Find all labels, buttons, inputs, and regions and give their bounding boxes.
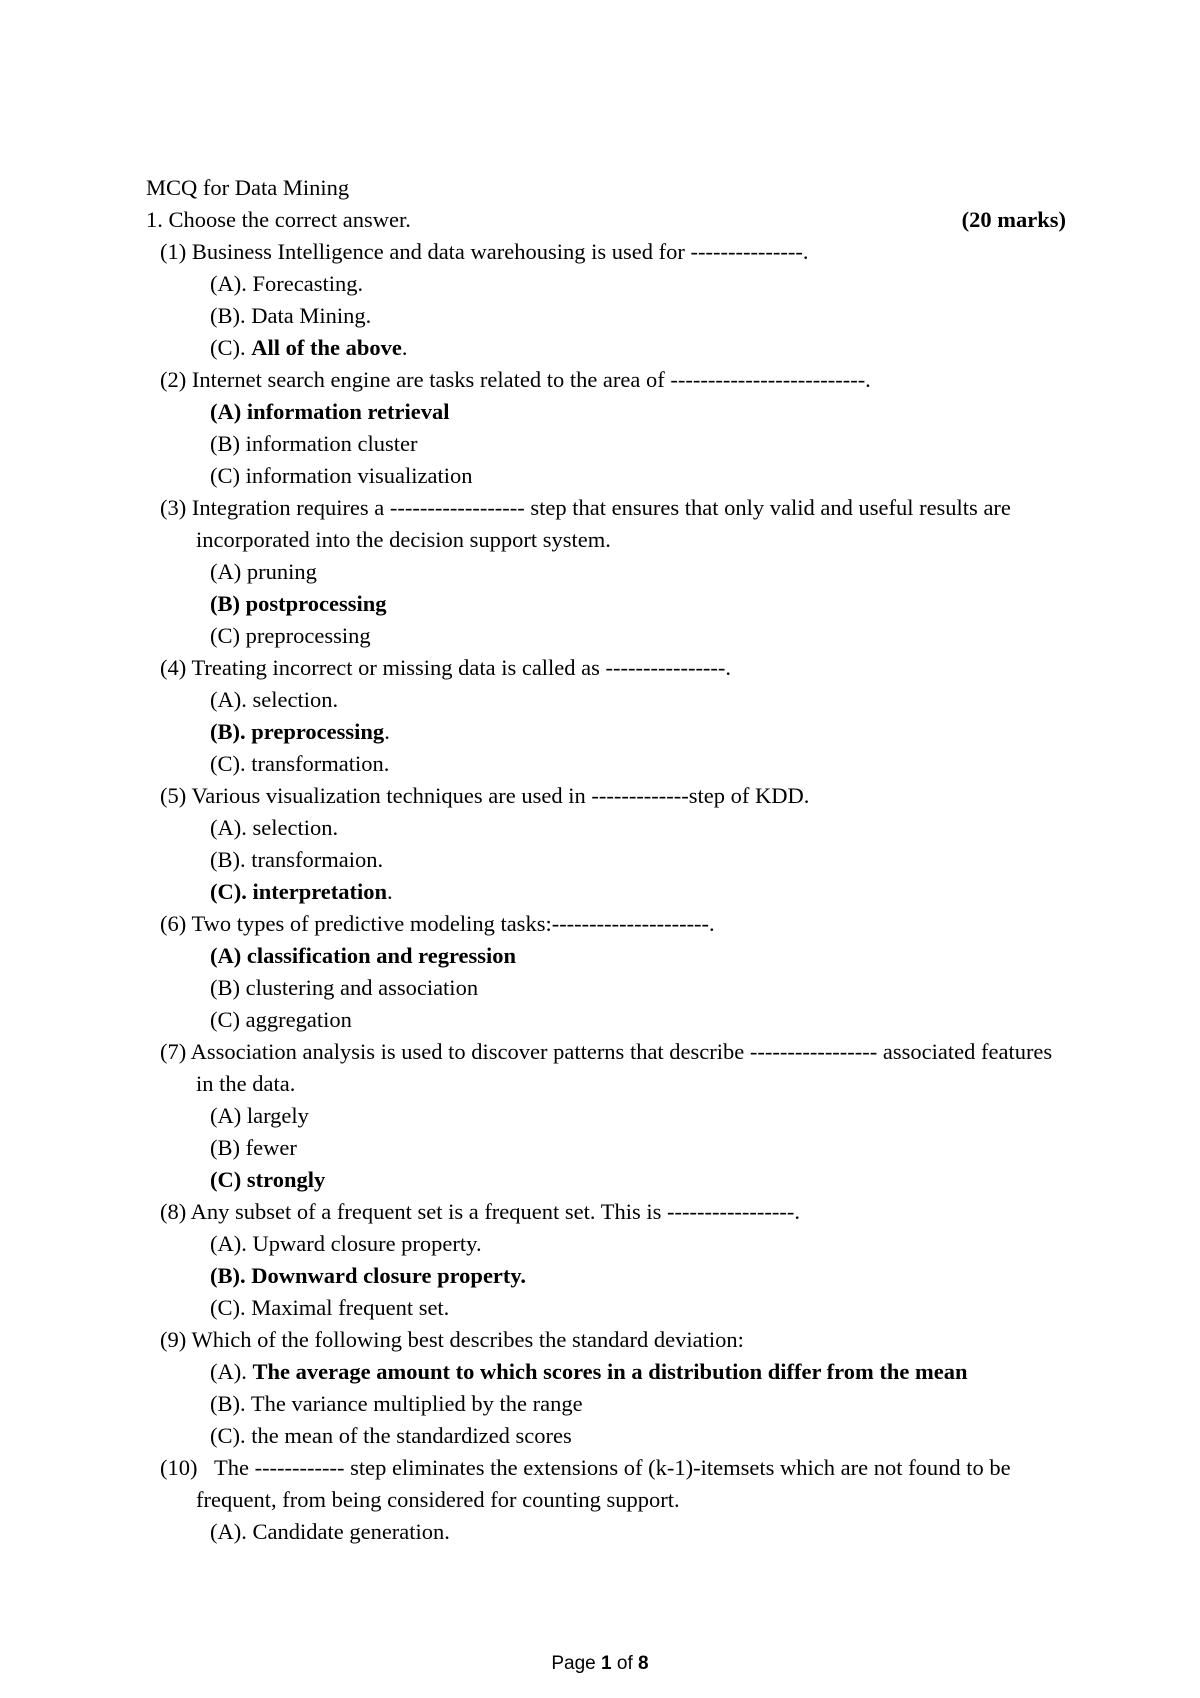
option-correct bbox=[160, 332, 1066, 364]
option-label: (A) bbox=[210, 1103, 247, 1128]
question-list bbox=[146, 236, 1066, 1548]
option-label: (B) bbox=[210, 431, 246, 456]
question-body: Association analysis is used to discover patterns that describe ----------------- associated features in the data. bbox=[190, 1039, 1058, 1096]
page-number: 1 bbox=[601, 1653, 612, 1674]
option-label: (B). bbox=[210, 1263, 252, 1288]
question-item bbox=[146, 364, 1066, 492]
option-text: strongly bbox=[246, 1167, 326, 1192]
option bbox=[160, 268, 1066, 300]
option-label: (A). bbox=[210, 1359, 253, 1384]
option-text: fewer bbox=[245, 1135, 297, 1160]
option bbox=[160, 1100, 1066, 1132]
option bbox=[160, 556, 1066, 588]
option-label: (C) bbox=[210, 463, 246, 488]
option bbox=[160, 1228, 1066, 1260]
option-text: interpretation bbox=[252, 879, 388, 904]
option bbox=[160, 300, 1066, 332]
option-label: (A). bbox=[210, 271, 253, 296]
option-suffix: . bbox=[384, 719, 390, 744]
option-text: Downward closure property. bbox=[251, 1263, 527, 1288]
option-text: preprocessing bbox=[245, 623, 371, 648]
option bbox=[160, 460, 1066, 492]
question-body: Treating incorrect or missing data is called as ----------------. bbox=[191, 655, 732, 680]
option-text: transformation. bbox=[251, 751, 390, 776]
option-correct bbox=[160, 876, 1066, 908]
question-item bbox=[146, 236, 1066, 364]
document-title: MCQ for Data Mining bbox=[146, 175, 350, 200]
option-suffix: . bbox=[387, 879, 393, 904]
question-number: (7) bbox=[160, 1039, 187, 1064]
of-word: of bbox=[616, 1653, 633, 1674]
option-text: Upward closure property. bbox=[252, 1231, 482, 1256]
option-text: preprocessing bbox=[251, 719, 385, 744]
option-text: Candidate generation. bbox=[252, 1519, 450, 1544]
option-label: (C). bbox=[210, 879, 253, 904]
option-label: (B). bbox=[210, 303, 252, 328]
question-number: (5) bbox=[160, 783, 187, 808]
question-item bbox=[146, 1196, 1066, 1324]
option-text: information cluster bbox=[245, 431, 418, 456]
option-label: (A). bbox=[210, 687, 253, 712]
instruction-text: 1. Choose the correct answer. bbox=[146, 207, 411, 232]
option-correct bbox=[160, 1164, 1066, 1196]
option-text: classification and regression bbox=[246, 943, 517, 968]
question-text bbox=[160, 1324, 1066, 1356]
question-number: (10) bbox=[160, 1455, 198, 1480]
question-body: Internet search engine are tasks related to the area of --------------------------. bbox=[191, 367, 871, 392]
option-text: selection. bbox=[252, 815, 339, 840]
option-text: transformaion. bbox=[251, 847, 384, 872]
option bbox=[160, 1516, 1066, 1548]
option-text: selection. bbox=[252, 687, 339, 712]
question-body: Which of the following best describes the standard deviation: bbox=[191, 1327, 744, 1352]
option-text: Forecasting. bbox=[252, 271, 364, 296]
document-body bbox=[146, 172, 1066, 1548]
option-text: Maximal frequent set. bbox=[251, 1295, 450, 1320]
option bbox=[160, 1132, 1066, 1164]
question-text bbox=[160, 908, 1066, 940]
question-text bbox=[160, 364, 1066, 396]
option-label: (C) bbox=[210, 1167, 247, 1192]
option-text: Data Mining. bbox=[251, 303, 372, 328]
question-text bbox=[160, 780, 1066, 812]
question-text bbox=[160, 492, 1066, 556]
option-text: All of the above bbox=[251, 335, 402, 360]
question-number: (3) bbox=[160, 495, 187, 520]
option-correct bbox=[160, 716, 1066, 748]
option-label: (B). bbox=[210, 1391, 251, 1416]
question-text bbox=[160, 1452, 1066, 1516]
question-number: (4) bbox=[160, 655, 187, 680]
option-label: (C) bbox=[210, 1007, 246, 1032]
question-number: (9) bbox=[160, 1327, 187, 1352]
option-text: aggregation bbox=[245, 1007, 352, 1032]
option bbox=[160, 972, 1066, 1004]
option-label: (A). bbox=[210, 815, 253, 840]
question-text bbox=[160, 236, 1066, 268]
option-text: largely bbox=[246, 1103, 309, 1128]
option-label: (A). bbox=[210, 1519, 253, 1544]
option-label: (C) bbox=[210, 623, 246, 648]
option-label: (A) bbox=[210, 399, 247, 424]
option-label: (A) bbox=[210, 559, 247, 584]
question-item bbox=[146, 1452, 1066, 1548]
instruction-row bbox=[146, 204, 1066, 236]
option-text: information visualization bbox=[245, 463, 473, 488]
option-label: (C). bbox=[210, 751, 252, 776]
question-number: (8) bbox=[160, 1199, 187, 1224]
question-body: Business Intelligence and data warehousing is used for ---------------. bbox=[191, 239, 809, 264]
option bbox=[160, 620, 1066, 652]
option-text: information retrieval bbox=[246, 399, 450, 424]
option bbox=[160, 684, 1066, 716]
question-item bbox=[146, 908, 1066, 1036]
question-item bbox=[146, 1324, 1066, 1452]
option-correct bbox=[160, 588, 1066, 620]
option-label: (B) bbox=[210, 1135, 246, 1160]
option bbox=[160, 748, 1066, 780]
option-label: (A). bbox=[210, 1231, 253, 1256]
question-item bbox=[146, 1036, 1066, 1196]
option bbox=[160, 1004, 1066, 1036]
option-label: (B) bbox=[210, 591, 246, 616]
option-label: (C). bbox=[210, 335, 252, 360]
option-label: (B) bbox=[210, 975, 246, 1000]
page-total: 8 bbox=[638, 1653, 649, 1674]
option-text: The average amount to which scores in a distribution differ from the mean bbox=[252, 1359, 968, 1384]
option-correct bbox=[160, 1356, 1066, 1388]
option bbox=[160, 844, 1066, 876]
question-item bbox=[146, 780, 1066, 908]
question-body: Two types of predictive modeling tasks:---------------------. bbox=[191, 911, 715, 936]
option-correct bbox=[160, 1260, 1066, 1292]
option bbox=[160, 1292, 1066, 1324]
option bbox=[160, 1420, 1066, 1452]
option-text: clustering and association bbox=[245, 975, 479, 1000]
page-word: Page bbox=[551, 1653, 596, 1674]
question-body: Any subset of a frequent set is a frequent set. This is -----------------. bbox=[190, 1199, 800, 1224]
question-text bbox=[160, 1196, 1066, 1228]
option-text: the mean of the standardized scores bbox=[251, 1423, 572, 1448]
option bbox=[160, 1388, 1066, 1420]
question-item bbox=[146, 492, 1066, 652]
question-number: (2) bbox=[160, 367, 187, 392]
option-suffix: . bbox=[401, 335, 408, 360]
option-label: (C). bbox=[210, 1295, 252, 1320]
option bbox=[160, 812, 1066, 844]
question-number: (1) bbox=[160, 239, 187, 264]
option-correct bbox=[160, 940, 1066, 972]
option-label: (C). bbox=[210, 1423, 252, 1448]
option-label: (A) bbox=[210, 943, 247, 968]
option-correct bbox=[160, 396, 1066, 428]
option-text: The variance multiplied by the range bbox=[250, 1391, 583, 1416]
option-text: pruning bbox=[246, 559, 317, 584]
marks-label: (20 marks) bbox=[961, 207, 1066, 232]
question-text bbox=[160, 1036, 1066, 1100]
question-body: The ------------ step eliminates the extensions of (k-1)-itemsets which are not found to be frequent, from being considered for counting support. bbox=[196, 1455, 1017, 1512]
option bbox=[160, 428, 1066, 460]
page-footer bbox=[0, 1653, 1200, 1675]
question-body: Integration requires a ------------------ step that ensures that only valid and useful results are incorporated into the decision support system. bbox=[191, 495, 1017, 552]
option-text: postprocessing bbox=[245, 591, 387, 616]
option-label: (B). bbox=[210, 847, 252, 872]
question-item bbox=[146, 652, 1066, 780]
question-text bbox=[160, 652, 1066, 684]
question-number: (6) bbox=[160, 911, 187, 936]
option-label: (B). bbox=[210, 719, 252, 744]
question-body: Various visualization techniques are used in -------------step of KDD. bbox=[191, 783, 810, 808]
